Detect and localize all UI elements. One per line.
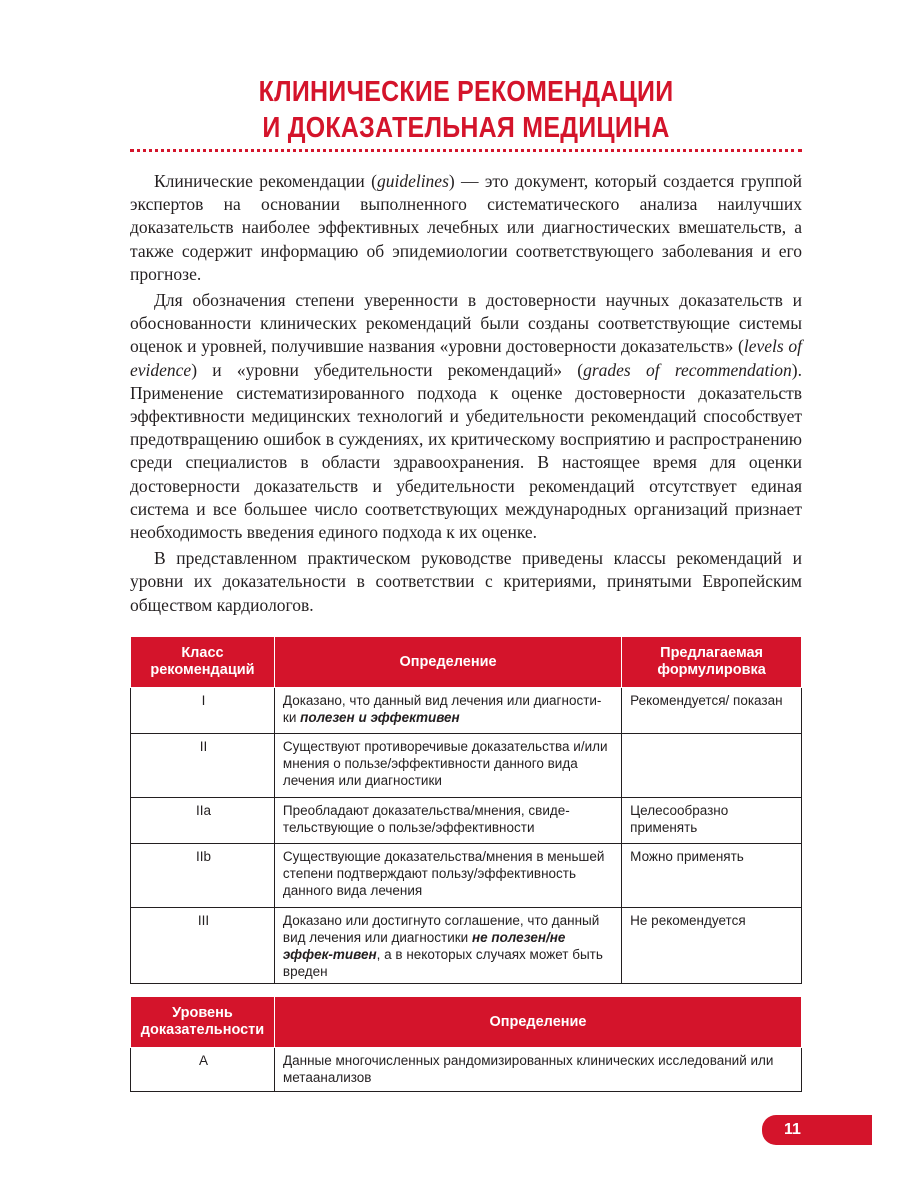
header-class: Класс рекомендаций xyxy=(131,637,275,688)
class-cell: III xyxy=(131,908,275,984)
table-header-row xyxy=(131,997,802,1048)
level-cell: A xyxy=(131,1048,275,1092)
paragraph-1: Клинические рекомендации (guidelines) — это документ, который создается группой экспертов на основании выполненного систематического анализа наилучших доказательств наиболее эффективных лечебных или диагностических вмешательств, а также содержит информацию об эпидемиологии соответствующего заболевания и его прогнозе. xyxy=(130,171,802,284)
definition-cell: Данные многочисленных рандомизированных клинических исследований или метаанализов xyxy=(274,1048,801,1092)
wording-cell: Целесообразно применять xyxy=(622,798,802,844)
wording-cell: Можно применять xyxy=(622,844,802,908)
header-definition: Определение xyxy=(274,637,621,688)
paragraph-3: В представленном практическом руководстве приведены классы рекомендаций и уровни их доказательности в соответствии с критериями, принятыми Европейским обществом кардиологов. xyxy=(130,548,802,615)
definition-cell: Доказано, что данный вид лечения или диагности- ки полезен и эффективен xyxy=(274,688,621,734)
table-row xyxy=(131,798,802,844)
class-cell: IIa xyxy=(131,798,275,844)
wording-cell: Рекомендуется/ показан xyxy=(622,688,802,734)
page-title xyxy=(177,74,755,146)
title-divider xyxy=(130,149,802,152)
definition-cell: Существуют противоречивые доказательства и/или мнения о пользе/эффективности данного вида лечения или диагностики xyxy=(274,734,621,798)
header-wording: Предлагаемая формулировка xyxy=(622,637,802,688)
class-cell: IIb xyxy=(131,844,275,908)
header-definition: Определение xyxy=(274,997,801,1048)
paragraph-2: Для обозначения степени уверенности в достоверности научных доказательств и обоснованности клинических рекомендаций были созданы соответствующие системы оценок и уровней, получившие названия «уровни достоверности доказательств» (levels of evidence) и «уровни убедительности рекомендаций» (grades of recommendation). Применение систематизированного подхода к оценке достоверности доказательств эффективности медицинских технологий и убедительности рекомендаций способствует предотвращению ошибок в суждениях, их критическому восприятию и распространению среди специалистов в области здравоохранения. В настоящее время для оценки достоверности доказательств и убедительности рекомендаций отсутствует единая система и все большее число соответствующих международных организаций признает необходимость введения единого подхода к их оценке. xyxy=(130,290,803,543)
page-number: 11 xyxy=(784,1121,801,1138)
header-level: Уровень доказательности xyxy=(131,997,275,1048)
wording-cell: Не рекомендуется xyxy=(622,908,802,984)
table-row xyxy=(131,908,802,984)
wording-cell xyxy=(622,734,802,798)
definition-cell: Доказано или достигнуто соглашение, что данный вид лечения или диагностики не полезен/не эффек-тивен, а в некоторых случаях может быть вреден xyxy=(274,908,621,984)
title-line-1: КЛИНИЧЕСКИЕ РЕКОМЕНДАЦИИ xyxy=(258,76,674,108)
recommendation-classes-table xyxy=(130,636,802,984)
table-row xyxy=(131,1048,802,1092)
title-line-2: И ДОКАЗАТЕЛЬНАЯ МЕДИЦИНА xyxy=(262,112,670,144)
class-cell: II xyxy=(131,734,275,798)
body-text xyxy=(130,170,802,620)
table-row xyxy=(131,688,802,734)
class-cell: I xyxy=(131,688,275,734)
definition-cell: Существующие доказательства/мнения в меньшей степени подтверждают пользу/эффективность данного вида лечения xyxy=(274,844,621,908)
evidence-levels-table xyxy=(130,996,802,1092)
definition-cell: Преобладают доказательства/мнения, свиде-тельствующие о пользе/эффективности xyxy=(274,798,621,844)
page-number-tab xyxy=(762,1115,872,1145)
table-row xyxy=(131,734,802,798)
table-header-row xyxy=(131,637,802,688)
table-row xyxy=(131,844,802,908)
